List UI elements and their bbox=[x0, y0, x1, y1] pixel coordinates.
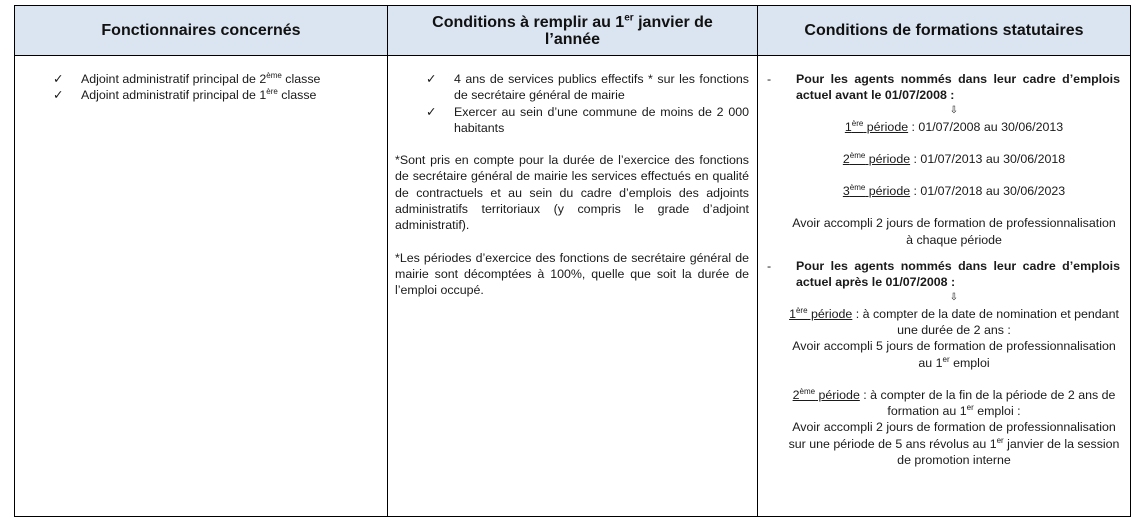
requirement-text: Avoir accompli 5 jours de formation de professionnalisation au 1er emploi bbox=[792, 339, 1116, 370]
header-formations bbox=[758, 6, 1130, 56]
list-item: ✓ Exercer au sein d’une commune de moins de 2 000 habitants bbox=[426, 104, 749, 135]
section-avant-2008-title: - Pour les agents nommés dans leur cadre d’emplois actuel avant le 01/07/2008 : bbox=[767, 72, 1120, 103]
header-formations-label: Conditions de formations statutaires bbox=[804, 22, 1084, 39]
arrow-down-icon: ⇩ bbox=[949, 104, 959, 116]
checkmark-icon: ✓ bbox=[53, 72, 64, 86]
checkmark-icon: ✓ bbox=[426, 104, 437, 119]
column-formations bbox=[758, 6, 1130, 516]
header-conditions-label: Conditions à remplir au 1er janvier de l’année bbox=[432, 12, 713, 48]
requirement-text: Avoir accompli 2 jours de formation de professionnalisation sur une période de 5 ans révolus au 1er janvier de la session de promotion interne bbox=[788, 420, 1120, 468]
period-row: 3ème période : 01/07/2018 au 30/06/2023 bbox=[842, 183, 1066, 199]
list-item: ✓ Adjoint administratif principal de 2ème classe bbox=[53, 70, 321, 86]
period-row: 2ème période : à compter de la fin de la période de 2 ans de formation au 1er emploi : bbox=[792, 386, 1116, 419]
period-row: 1ère période : 01/07/2008 au 30/06/2013 bbox=[844, 118, 1064, 134]
list-item: ✓ 4 ans de services publics effectifs * sur les fonctions de secrétaire général de mairie bbox=[426, 72, 749, 103]
checkmark-icon: ✓ bbox=[53, 88, 64, 103]
period-row: 1ère période : à compter de la date de nomination et pendant une durée de 2 ans : bbox=[789, 305, 1119, 337]
section-apres-2008-title: - Pour les agents nommés dans leur cadre d’emplois actuel après le 01/07/2008 : bbox=[767, 259, 1120, 290]
period-row: 2ème période : 01/07/2013 au 30/06/2018 bbox=[842, 150, 1066, 166]
header-fonctionnaires bbox=[15, 6, 387, 56]
arrow-down-icon: ⇩ bbox=[949, 291, 959, 303]
header-conditions bbox=[388, 6, 757, 56]
requirement-text: Avoir accompli 2 jours de formation de professionnalisation à chaque période bbox=[792, 216, 1116, 247]
column-fonctionnaires bbox=[15, 6, 388, 516]
checkmark-icon: ✓ bbox=[426, 72, 437, 86]
header-fonctionnaires-label: Fonctionnaires concernés bbox=[101, 22, 301, 39]
column-conditions bbox=[388, 6, 758, 516]
footnote-periodes: *Les périodes d’exercice des fonctions de secrétaire général de mairie sont décomptées à 100%, quelle que soit la durée de l’emploi occupé. bbox=[395, 250, 749, 298]
list-item: ✓ Adjoint administratif principal de 1ère classe bbox=[53, 87, 317, 103]
footnote-services: *Sont pris en compte pour la durée de l’exercice des fonctions de secrétaire général de mairie les services effectués en qualité de contractuels et au sein du cadre d’emplois des adjoints administratifs territoriaux (y compris le grade d’adjoint administratif). bbox=[395, 153, 749, 233]
conditions-table bbox=[14, 5, 1131, 517]
